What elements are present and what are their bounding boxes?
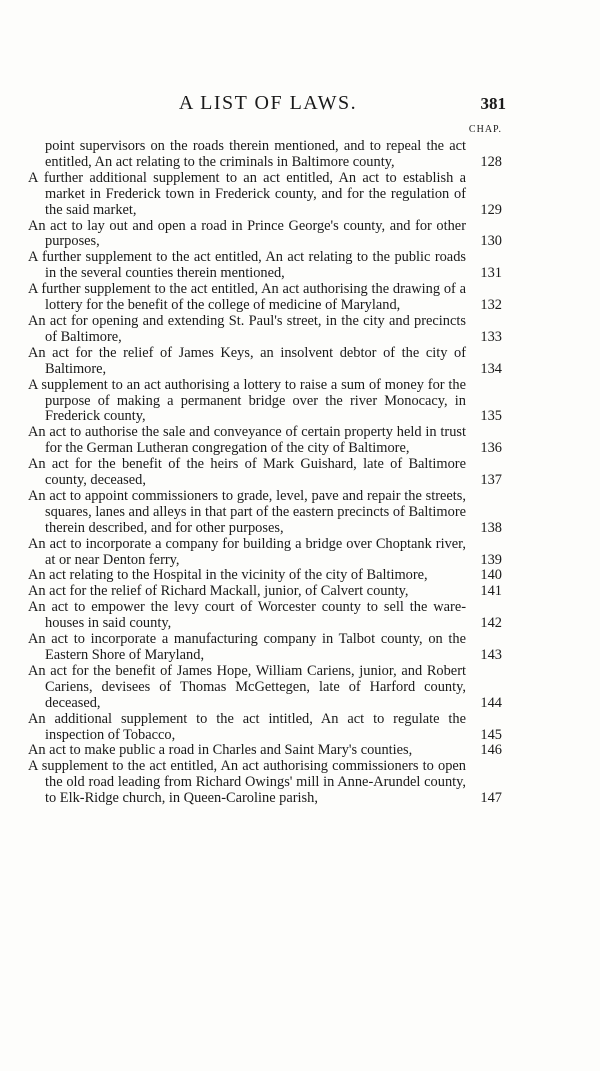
law-title: An act for the relief of Richard Mackall, junior, of Calvert county, — [28, 583, 409, 600]
law-title: An act to incorporate a company for building a bridge over Choptank river, at or near Denton ferry, — [28, 535, 466, 568]
law-title: An act to authorise the sale and conveyance of certain property held in trust for the German Lutheran congregation of the city of Baltimore, — [28, 424, 466, 457]
chapter-number: 131 — [480, 265, 502, 282]
chapter-number: 128 — [480, 153, 502, 170]
law-entry — [28, 346, 502, 378]
law-title: An act for opening and extending St. Paul's street, in the city and precincts of Baltimore, — [28, 312, 466, 345]
law-entry — [28, 568, 502, 584]
law-entry — [28, 250, 502, 282]
chapter-number: 135 — [480, 408, 502, 425]
law-title: An act to empower the levy court of Worcester county to sell the ware-houses in said county, — [28, 599, 466, 632]
law-title: An act to make public a road in Charles and Saint Mary's counties, — [28, 742, 413, 759]
law-title: An act for the benefit of the heirs of Mark Guishard, late of Baltimore county, deceased, — [28, 456, 466, 489]
chapter-number: 141 — [480, 583, 502, 600]
law-title: An additional supplement to the act intitled, An act to regulate the inspection of Tobacco, — [28, 710, 466, 743]
law-entry — [28, 489, 502, 537]
page-header — [30, 92, 506, 122]
chapter-number: 144 — [480, 694, 502, 711]
law-title: A supplement to the act entitled, An act authorising commissioners to open the old road leading from Richard Owings' mill in Anne-Arundel county, to Elk-Ridge church, in Queen-Caroline parish, — [28, 758, 466, 807]
law-entry — [28, 282, 502, 314]
law-title: A further supplement to the act entitled, An act authorising the drawing of a lottery for the benefit of the college of medicine of Maryland, — [28, 281, 466, 314]
chapter-number: 137 — [480, 472, 502, 489]
law-entry — [28, 759, 502, 807]
law-title: An act to incorporate a manufacturing company in Talbot county, on the Eastern Shore of Maryland, — [28, 631, 466, 663]
law-entry — [28, 457, 502, 489]
law-title: An act to lay out and open a road in Prince George's county, and for other purposes, — [28, 217, 466, 250]
law-entry — [28, 600, 502, 632]
law-title: A further additional supplement to an act entitled, An act to establish a market in Frederick town in Frederick county, and for the regulation of the said market, — [28, 169, 466, 218]
law-title: An act for the relief of James Keys, an insolvent debtor of the city of Baltimore, — [28, 344, 466, 377]
law-entry — [28, 743, 502, 759]
page-number: 381 — [480, 94, 506, 113]
law-title: An act for the benefit of James Hope, William Cariens, junior, and Robert Cariens, devisees of Thomas McGettegen, late of Harford county, deceased, — [28, 662, 466, 711]
law-entry — [28, 537, 502, 569]
law-entry — [28, 425, 502, 457]
law-title: point supervisors on the roads therein mentioned, and to repeal the act entitled, An act relating to the criminals in Baltimore county, — [45, 138, 466, 170]
law-title: A further supplement to the act entitled, An act relating to the public roads in the several counties therein mentioned, — [28, 249, 466, 282]
law-entry — [28, 712, 502, 744]
law-entry — [28, 219, 502, 251]
chapter-number: 142 — [480, 615, 502, 632]
chapter-column-label: CHAP. — [468, 124, 502, 135]
law-list — [28, 139, 502, 807]
chapter-number: 129 — [480, 201, 502, 218]
chapter-number: 138 — [480, 519, 502, 536]
chapter-number: 146 — [480, 742, 502, 759]
chapter-number: 139 — [480, 551, 502, 568]
law-title: A supplement to an act authorising a lottery to raise a sum of money for the purpose of making a permanent bridge over the river Monocacy, in Frederick county, — [28, 376, 466, 425]
chapter-number: 143 — [480, 647, 502, 663]
chapter-number: 130 — [480, 233, 502, 250]
law-entry — [28, 139, 502, 171]
chapter-number: 140 — [480, 567, 502, 584]
chapter-number: 145 — [480, 726, 502, 743]
law-entry — [28, 314, 502, 346]
law-entry — [28, 378, 502, 426]
law-title: An act to appoint commissioners to grade, level, pave and repair the streets, squares, lanes and alleys in that part of the eastern precincts of Baltimore therein described, and for other purposes, — [28, 487, 466, 536]
law-entry — [28, 171, 502, 219]
chapter-number: 136 — [480, 440, 502, 457]
law-title: An act relating to the Hospital in the vicinity of the city of Baltimore, — [28, 567, 428, 584]
law-entry — [28, 632, 502, 664]
chapter-number: 133 — [480, 328, 502, 345]
page-title: A LIST OF LAWS. — [178, 92, 358, 114]
chapter-number: 147 — [480, 790, 502, 807]
law-entry — [28, 664, 502, 712]
law-entry — [28, 584, 502, 600]
chapter-number: 132 — [480, 297, 502, 314]
chapter-number: 134 — [480, 360, 502, 377]
